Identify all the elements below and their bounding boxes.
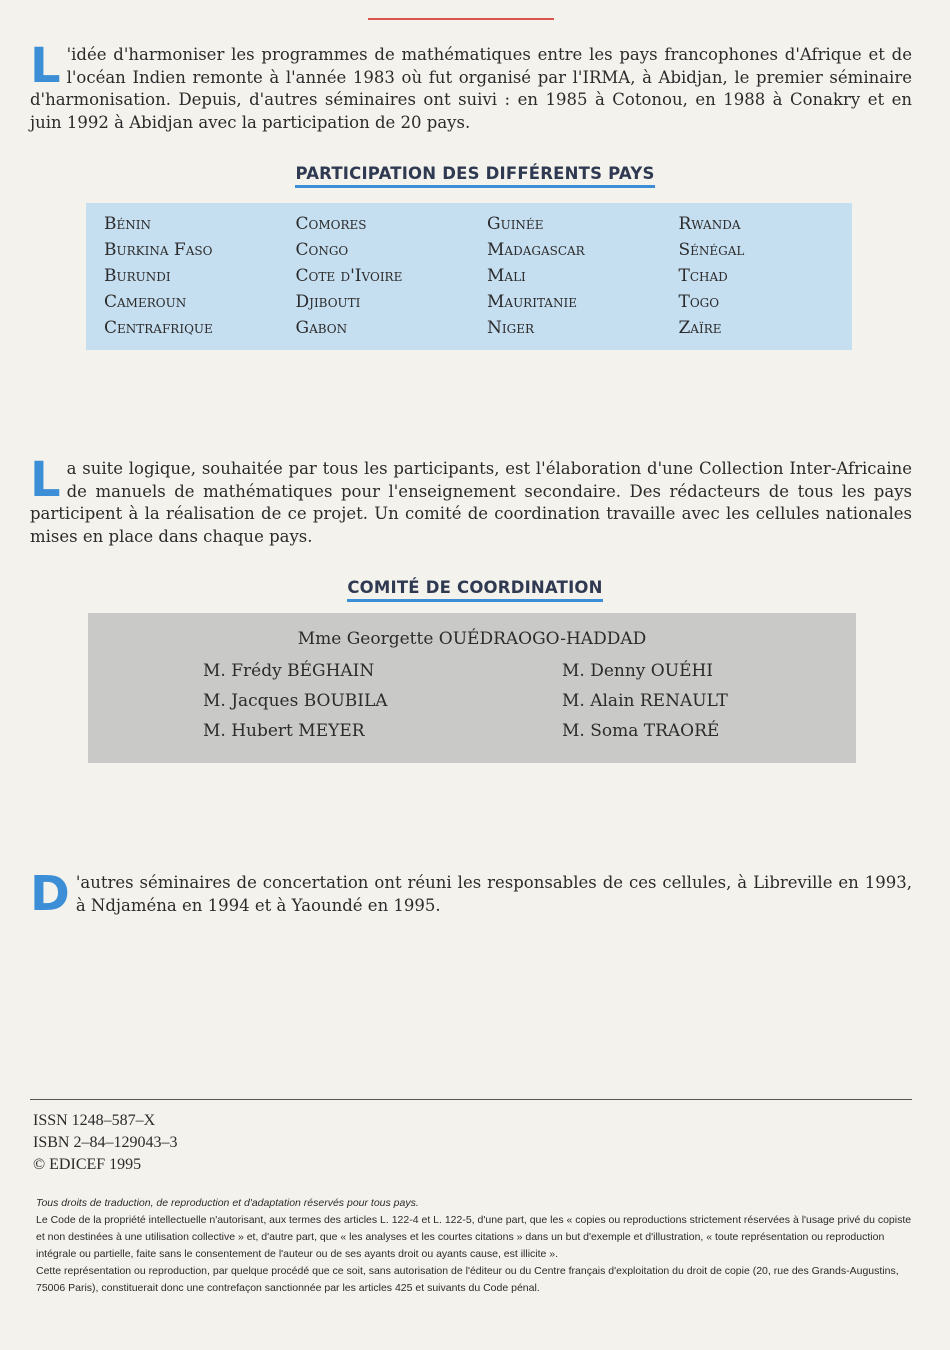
country-item: Togo xyxy=(678,292,720,312)
copyright: © EDICEF 1995 xyxy=(33,1156,142,1173)
country-column xyxy=(278,203,470,350)
suite-text: a suite logique, souhaitée par tous les participants, est l'élaboration d'une Collection Inter-Africaine de manuels de mathématiques pour l'enseignement secondaire. Des rédacteurs de tous les pays participent à la réalisation de ce projet. Un comité de coordination travaille avec les cellules nationales mises en place dans chaque pays. xyxy=(30,459,912,546)
legal-code: Le Code de la propriété intellectuelle n'autorisant, aux termes des articles L. 122-4 et L. 122-5, d'une part, que les « copies ou reproductions strictement réservées à l'usage privé du copiste et non destinées à une utilisation collective » et, d'autre part, que « les analyses et les courtes citations » dans un but d'exemple et d'illustration, « toute représentation ou reproduction intégrale ou partielle, faite sans le consentement de l'auteur ou de ses ayants droit ou ayants cause, est illicite ». xyxy=(36,1214,912,1260)
country-item: Zaïre xyxy=(678,318,722,338)
legal-notice xyxy=(36,1195,918,1297)
country-item: Comores xyxy=(295,214,367,234)
intro-text: 'idée d'harmoniser les programmes de mathématiques entre les pays francophones d'Afrique et de l'océan Indien remonte à l'année 1983 où fut organisé par l'IRMA, à Abidjan, le premier séminaire d'harmonisation. Depuis, d'autres séminaires ont suivi : en 1985 à Cotonou, en 1988 à Conakry et en juin 1992 à Abidjan avec la participation de 20 pays. xyxy=(30,45,912,132)
legal-rights: Tous droits de traduction, de reproduction et d'adaptation réservés pour tous pays. xyxy=(36,1197,419,1209)
others-dropcap: D xyxy=(30,866,70,922)
country-item: Cote d'Ivoire xyxy=(295,266,403,286)
country-item: Djibouti xyxy=(295,292,361,312)
country-item: Mali xyxy=(487,266,526,286)
issn: ISSN 1248–587–X xyxy=(33,1112,156,1129)
country-item: Centrafrique xyxy=(104,318,213,338)
isbn: ISBN 2–84–129043–3 xyxy=(33,1134,178,1151)
participation-heading: PARTICIPATION DES DIFFÉRENTS PAYS xyxy=(0,164,950,188)
committee-heading: COMITÉ DE COORDINATION xyxy=(0,578,950,602)
country-item: Tchad xyxy=(678,266,728,286)
country-item: Madagascar xyxy=(487,240,585,260)
committee-member: M. Alain RENAULT xyxy=(562,691,728,711)
country-item: Rwanda xyxy=(678,214,741,234)
others-text: 'autres séminaires de concertation ont réuni les responsables de ces cellules, à Libreville en 1993, à Ndjaména en 1994 et à Yaoundé en 1995. xyxy=(75,873,912,915)
country-item: Bénin xyxy=(104,214,151,234)
country-item: Sénégal xyxy=(678,240,745,260)
country-column xyxy=(86,203,278,350)
others-paragraph xyxy=(30,866,912,922)
committee-member: M. Hubert MEYER xyxy=(203,721,365,741)
countries-box xyxy=(86,203,852,350)
country-item: Burkina Faso xyxy=(104,240,213,260)
footer-divider xyxy=(30,1099,912,1100)
country-column xyxy=(661,203,853,350)
country-item: Burundi xyxy=(104,266,171,286)
country-item: Congo xyxy=(295,240,349,260)
top-rule xyxy=(368,18,554,20)
legal-penalty: Cette représentation ou reproduction, par quelque procédé que ce soit, sans autorisation de l'éditeur ou du Centre français d'exploitation du droit de copie (20, rue des Grands-Augustins, 75006 Paris), constituerait donc une contrefaçon sanctionnée par les articles 425 et suivants du Code pénal. xyxy=(36,1265,899,1294)
country-item: Mauritanie xyxy=(487,292,577,312)
intro-paragraph xyxy=(30,38,912,134)
country-column xyxy=(469,203,661,350)
committee-member: M. Frédy BÉGHAIN xyxy=(203,661,375,681)
suite-paragraph xyxy=(30,452,912,548)
intro-dropcap: L xyxy=(30,38,61,94)
country-item: Guinée xyxy=(487,214,544,234)
committee-chair: Mme Georgette OUÉDRAOGO-HADDAD xyxy=(297,629,647,649)
committee-box xyxy=(88,613,856,763)
committee-member: M. Jacques BOUBILA xyxy=(203,691,388,711)
country-item: Gabon xyxy=(295,318,348,338)
suite-dropcap: L xyxy=(30,452,61,508)
country-item: Cameroun xyxy=(104,292,187,312)
committee-member: M. Denny OUÉHI xyxy=(562,661,714,681)
committee-member: M. Soma TRAORÉ xyxy=(562,721,720,741)
country-item: Niger xyxy=(487,318,534,338)
